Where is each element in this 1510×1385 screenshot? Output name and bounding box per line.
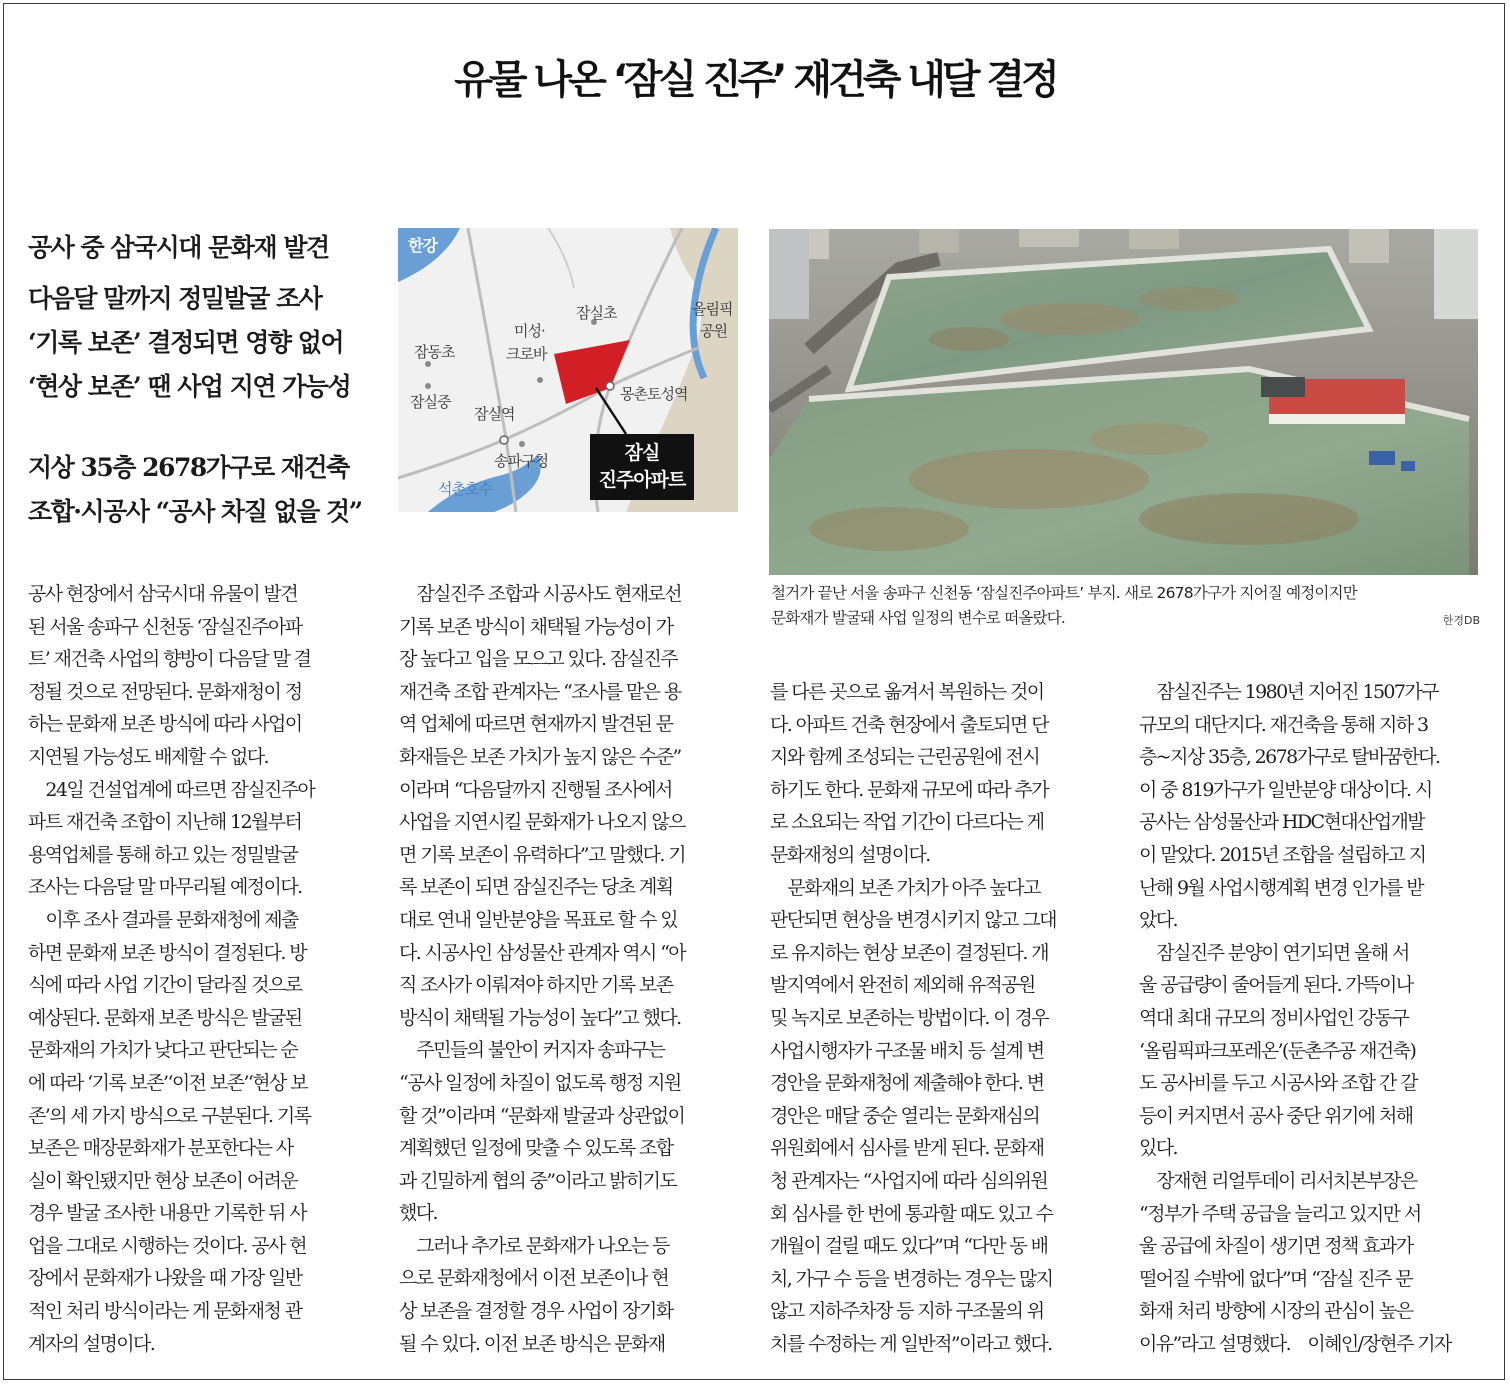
- article-line: 공사는 삼성물산과 HDC현대산업개발: [1139, 811, 1424, 834]
- article-line: 계획했던 일정에 맞출 수 있도록 조합: [399, 1137, 673, 1160]
- map-label-lake: 석촌호수: [438, 480, 492, 498]
- article-line: 장 높다고 입을 모으고 있다. 잠실진주: [399, 648, 677, 671]
- article-line: 에 따라 ‘기록 보존’‘이전 보존’‘현상 보: [28, 1071, 307, 1094]
- article-line: 이유”라고 설명했다. 이혜인/장현주 기자: [1139, 1332, 1451, 1355]
- map-label-station-1: 몽촌토성역: [620, 385, 688, 403]
- article-line: 규모의 대단지다. 재건축을 통해 지하 3: [1139, 713, 1428, 736]
- article-line: 파트 재건축 조합이 지난해 12월부터: [28, 811, 302, 834]
- article-line: 과 긴밀하게 협의 중”이라고 밝히기도: [399, 1169, 677, 1192]
- article-line: 대로 연내 일반분양을 목표로 할 수 있: [399, 908, 677, 931]
- article-line: 지연될 가능성도 배제할 수 없다.: [28, 745, 269, 768]
- article-line: 경우 발굴 조사한 내용만 기록한 뒤 사: [28, 1202, 306, 1225]
- article-line: 실이 확인됐지만 현상 보존이 어려운: [28, 1169, 298, 1192]
- article-line: 화재 처리 방향에 시장의 관심이 높은: [1139, 1300, 1413, 1323]
- map-label-park-1: 올림픽: [692, 300, 733, 318]
- article-line: 사업시행자가 구조물 배치 등 설계 변: [770, 1039, 1044, 1062]
- article-line: 기록 보존 방식이 채택될 가능성이 가: [399, 615, 673, 638]
- article-line: 공사 현장에서 삼국시대 유물이 발견: [28, 583, 298, 605]
- article-line: 울 공급량이 줄어들게 된다. 가뜩이나: [1139, 974, 1413, 997]
- article-line: 역대 최대 규모의 정비사업인 강동구: [1139, 1006, 1409, 1029]
- article-line: 았다.: [1139, 909, 1177, 932]
- article-line: 할 것”이라며 “문화재 발굴과 상관없이: [399, 1104, 685, 1127]
- subhead-6: 조합·시공사 “공사 차질 없을 것”: [28, 497, 362, 526]
- article-line: 록 보존이 되면 잠실진주는 당초 계획: [399, 876, 673, 899]
- article-line: 장재현 리얼투데이 리서치본부장은: [1139, 1169, 1417, 1192]
- article-line: 된 서울 송파구 신천동 ‘잠실진주아파: [28, 615, 302, 638]
- article-line: 문화재의 보존 가치가 아주 높다고: [770, 876, 1040, 899]
- article-line: 그러나 추가로 문화재가 나오는 등: [399, 1234, 669, 1257]
- article-line: 경안을 문화재청에 제출해야 한다. 변: [770, 1072, 1044, 1095]
- article-line: 될 수 있다. 이전 보존 방식은 문화재: [399, 1332, 665, 1355]
- article-line: 지와 함께 조성되는 근린공원에 전시: [770, 746, 1040, 769]
- subhead-4: ‘현상 보존’ 땐 사업 지연 가능성: [28, 372, 351, 401]
- map-callout-line-1: 잠실: [624, 442, 660, 464]
- subhead-3: ‘기록 보존’ 결정되면 영향 없어: [28, 328, 344, 357]
- photo-credit: 한경DB: [1442, 614, 1480, 627]
- photo-caption-line-2: 문화재가 발굴돼 사업 일정의 변수로 떠올랐다.: [771, 609, 1066, 627]
- article-line: 이 맡았다. 2015년 조합을 설립하고 지: [1139, 843, 1426, 866]
- article-line: 위원회에서 심사를 받게 된다. 문화재: [770, 1137, 1044, 1160]
- article-line: 잠실진주는 1980년 지어진 1507가구: [1139, 681, 1438, 703]
- article-line: 하기도 한다. 문화재 규모에 따라 추가: [770, 778, 1048, 801]
- article-line: 용역업체를 통해 하고 있는 정밀발굴: [28, 843, 298, 866]
- article-line: 사업을 지연시킬 문화재가 나오지 않으: [399, 811, 685, 834]
- article-line: 층~지상 35층, 2678가구로 탈바꿈한다.: [1139, 746, 1440, 769]
- map-callout: [590, 434, 694, 500]
- article-line: 치를 수정하는 게 일반적”이라고 했다.: [770, 1332, 1052, 1355]
- location-map: [398, 228, 738, 512]
- subhead-2: 다음달 말까지 정밀발굴 조사: [28, 284, 322, 313]
- article-line: 24일 건설업계에 따르면 잠실진주아: [28, 778, 315, 801]
- article-line: 경안은 매달 중순 열리는 문화재심의: [770, 1104, 1040, 1127]
- article-line: “공사 일정에 차질이 없도록 행정 지원: [399, 1071, 681, 1094]
- article-line: 이라며 “다음달까지 진행될 조사에서: [399, 778, 672, 801]
- article-line: 떨어질 수밖에 없다”며 “잠실 진주 문: [1139, 1267, 1412, 1290]
- article-line: 업을 그대로 시행하는 것이다. 공사 현: [28, 1234, 306, 1257]
- article-line: 정될 것으로 전망된다. 문화재청이 정: [28, 680, 302, 703]
- article-line: 문화재청의 설명이다.: [770, 843, 930, 866]
- article-line: 예상된다. 문화재 보존 방식은 발굴된: [28, 1006, 302, 1029]
- article-line: 상 보존을 결정할 경우 사업이 장기화: [399, 1300, 673, 1323]
- article-line: 개월이 걸릴 때도 있다”며 “다만 동 배: [770, 1235, 1048, 1258]
- article-line: 했다.: [399, 1202, 437, 1225]
- article-line: 식에 따라 사업 기간이 달라질 것으로: [28, 974, 302, 997]
- article-line: 으로 문화재청에서 이전 보존이나 현: [399, 1267, 669, 1290]
- article-line: 난해 9월 사업시행계획 변경 인가를 받: [1139, 876, 1423, 899]
- article-line: 이 중 819가구가 일반분양 대상이다. 시: [1139, 778, 1432, 801]
- photo-caption-line-1: 철거가 끝난 서울 송파구 신천동 ‘잠실진주아파트’ 부지. 새로 2678가구가 지어질 예정이지만: [771, 584, 1357, 602]
- article-line: 문화재의 가치가 낮다고 판단되는 순: [28, 1039, 298, 1062]
- aerial-photo: [769, 229, 1478, 575]
- photo-caption: [771, 581, 1481, 631]
- article-line: 면 기록 보존이 유력하다”고 말했다. 기: [399, 843, 686, 866]
- map-label-school-1: 잠실초: [576, 304, 617, 322]
- article-column-4: [1139, 676, 1479, 1360]
- article-line: 이후 조사 결과를 문화재청에 제출: [28, 908, 298, 931]
- subhead-1: 공사 중 삼국시대 문화재 발견: [28, 233, 329, 262]
- map-label-park-2: 공원: [700, 322, 727, 340]
- headline: 유물 나온 ‘잠실 진주’ 재건축 내달 결정: [454, 57, 1056, 103]
- article-line: 청 관계자는 “사업지에 따라 심의위원: [770, 1169, 1048, 1192]
- article-column-1: [28, 578, 368, 1360]
- article-line: 다. 시공사인 삼성물산 관계자 역시 “아: [399, 941, 686, 964]
- article-line: 및 녹지로 보존하는 방법이다. 이 경우: [770, 1006, 1048, 1029]
- article-line: 주민들의 불안이 커지자 송파구는: [399, 1039, 665, 1062]
- article-line: 보존은 매장문화재가 분포한다는 사: [28, 1137, 293, 1160]
- map-label-office: 송파구청: [494, 452, 548, 470]
- map-label-school-2: 잠동초: [414, 343, 455, 361]
- aerial-photo-image: [769, 229, 1478, 575]
- map-callout-line-2: 진주아파트: [598, 469, 686, 491]
- article-line: 발지역에서 완전히 제외해 유적공원: [770, 974, 1035, 997]
- map-label-river: 한강: [408, 236, 437, 255]
- article-line: 존’의 세 가지 방식으로 구분된다. 기록: [28, 1104, 311, 1127]
- article-column-3: [770, 676, 1110, 1360]
- article-line: 계자의 설명이다.: [28, 1332, 155, 1355]
- article-column-2: [399, 578, 739, 1360]
- article-line: 회 심사를 한 번에 통과할 때도 있고 수: [770, 1202, 1053, 1225]
- article-line: 재건축 조합 관계자는 “조사를 맡은 용: [399, 680, 681, 703]
- article-line: 하면 문화재 보존 방식이 결정된다. 방: [28, 941, 306, 964]
- article-line: 를 다른 곳으로 옮겨서 복원하는 것이: [770, 681, 1044, 703]
- article-line: 도 공사비를 두고 시공사와 조합 간 갈: [1139, 1072, 1417, 1095]
- article-line: 트’ 재건축 사업의 향방이 다음달 말 결: [28, 648, 311, 671]
- article-line: “정부가 주택 공급을 늘리고 있지만 서: [1139, 1202, 1421, 1225]
- article-line: 잠실진주 조합과 시공사도 현재로선: [399, 583, 682, 605]
- article-line: 등이 커지면서 공사 중단 위기에 처해: [1139, 1104, 1413, 1127]
- map-label-station-2: 잠실역: [474, 405, 515, 423]
- article-line: 판단되면 현상을 변경시키지 않고 그대: [770, 909, 1056, 932]
- subhead-5: 지상 35층 2678가구로 재건축: [28, 453, 349, 482]
- map-label-building-2: 크로바: [506, 345, 547, 363]
- article-line: 있다.: [1139, 1137, 1177, 1160]
- article-line: 방식이 채택될 가능성이 높다”고 했다.: [399, 1006, 681, 1029]
- article-line: 장에서 문화재가 나왔을 때 가장 일반: [28, 1267, 302, 1290]
- article-line: 화재들은 보존 가치가 높지 않은 수준”: [399, 745, 681, 768]
- map-label-building-1: 미성·: [514, 322, 545, 340]
- article-line: 하는 문화재 보존 방식에 따라 사업이: [28, 713, 302, 736]
- article-line: 다. 아파트 건축 현장에서 출토되면 단: [770, 713, 1048, 736]
- article-line: 직 조사가 이뤄져야 하지만 기록 보존: [399, 974, 673, 997]
- article-line: 울 공급에 차질이 생기면 정책 효과가: [1139, 1235, 1413, 1258]
- article-line: 조사는 다음달 말 마무리될 예정이다.: [28, 876, 302, 899]
- article-line: 치, 가구 수 등을 변경하는 경우는 많지: [770, 1267, 1053, 1290]
- map-label-school-3: 잠실중: [410, 393, 451, 411]
- article-line: 역 업체에 따르면 현재까지 발견된 문: [399, 713, 673, 736]
- article-line: 않고 지하주차장 등 지하 구조물의 위: [770, 1300, 1044, 1323]
- article-line: 로 유지하는 현상 보존이 결정된다. 개: [770, 941, 1048, 964]
- article-line: 로 소요되는 작업 기간이 다르다는 게: [770, 811, 1044, 834]
- article-line: 적인 처리 방식이라는 게 문화재청 관: [28, 1300, 302, 1323]
- article-line: ‘올림픽파크포레온’(둔촌주공 재건축): [1139, 1039, 1416, 1062]
- article-line: 잠실진주 분양이 연기되면 올해 서: [1139, 941, 1409, 964]
